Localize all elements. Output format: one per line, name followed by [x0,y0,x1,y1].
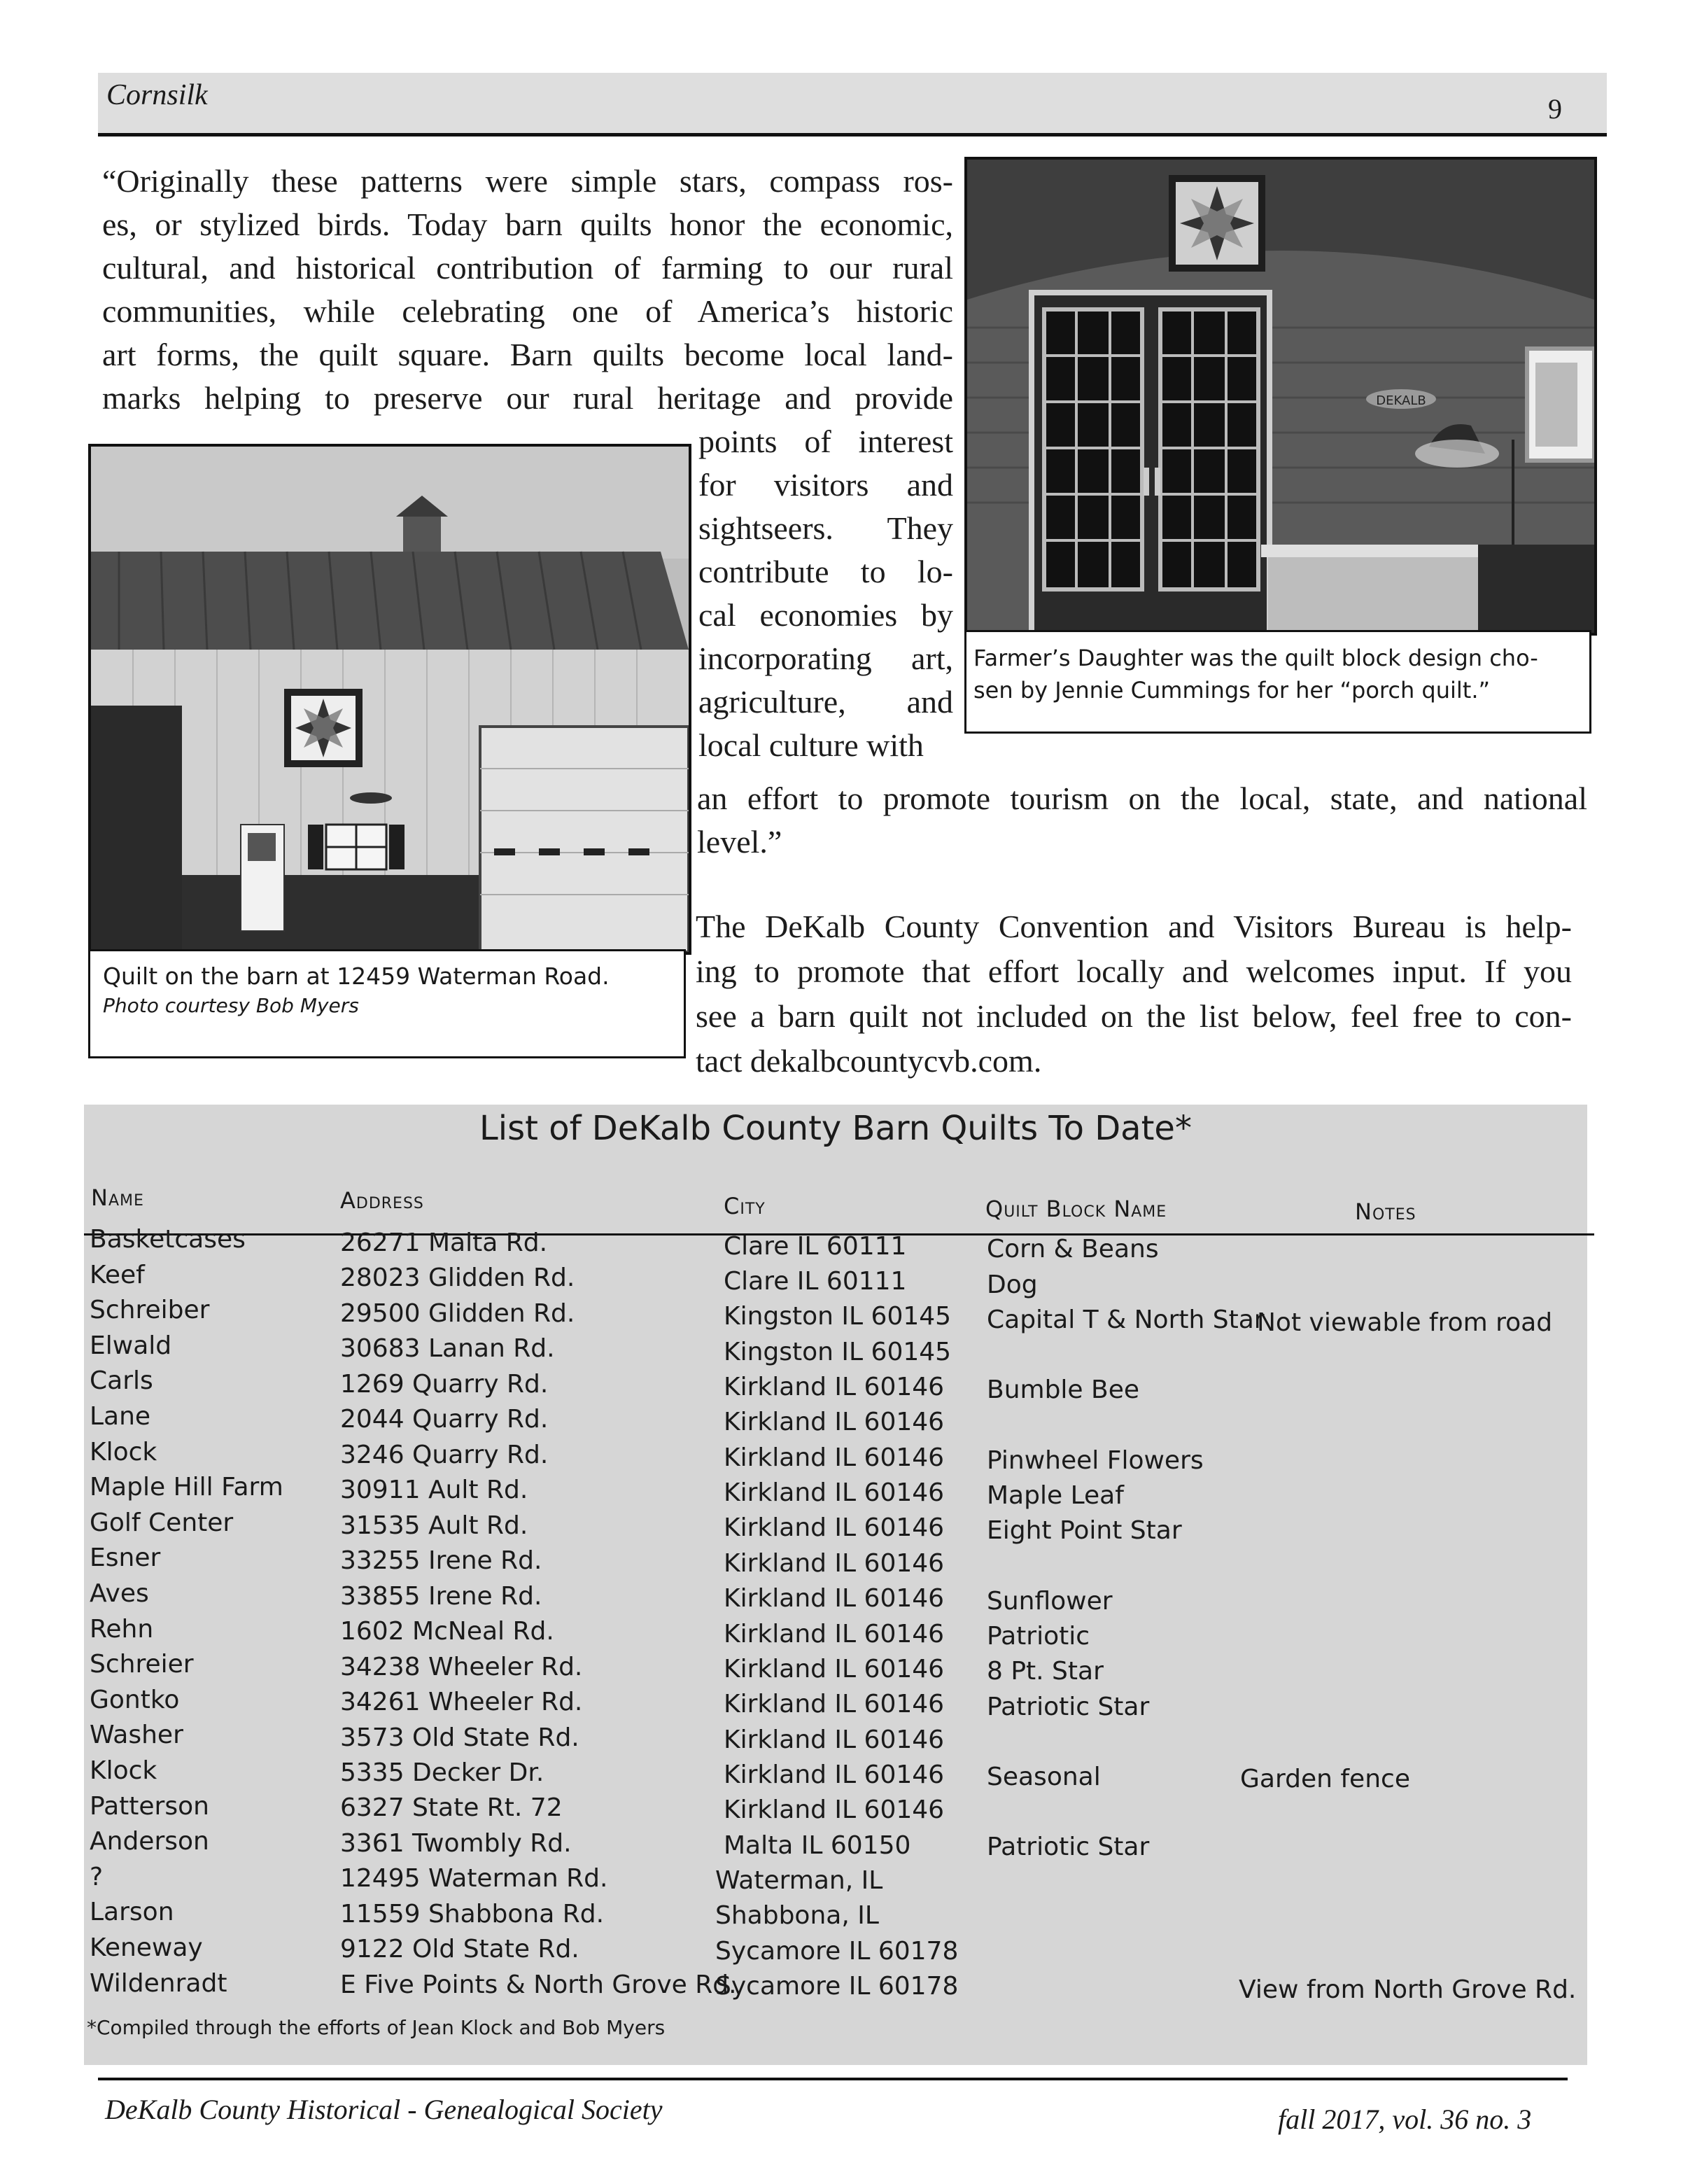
cell-address: 29500 Glidden Rd. [340,1298,575,1328]
cell-notes: Not viewable from road [1257,1308,1553,1338]
table-footnote: *Compiled through the efforts of Jean Klock and Bob Myers [87,2016,666,2039]
cell-city: Waterman, IL [715,1866,883,1896]
cell-name: Esner [90,1544,161,1573]
cell-name: Schreiber [90,1296,210,1325]
caption-text: Quilt on the barn at 12459 Waterman Road. [103,962,610,990]
cell-city: Kirkland IL 60146 [724,1373,945,1402]
cell-name: Golf Center [90,1508,234,1537]
text-line: “Originally these patterns were simple stars, compass ros- [102,163,953,199]
cell-name: Elwald [90,1331,172,1360]
cell-quilt-block: Patriotic [987,1622,1090,1651]
cell-city: Kirkland IL 60146 [724,1478,945,1508]
cell-address: 34238 Wheeler Rd. [340,1652,583,1681]
cell-address: 34261 Wheeler Rd. [340,1688,583,1717]
cell-notes: View from North Grove Rd. [1239,1975,1577,2004]
cell-name: Klock [90,1756,157,1785]
cell-address: 3246 Quarry Rd. [340,1440,549,1469]
article-paragraph-1-end [697,777,1587,864]
cell-quilt-block: Maple Leaf [987,1481,1124,1511]
text-line: ing to promote that effort locally and welcomes input. If you [696,953,1572,989]
text-line: The DeKalb County Convention and Visitors Bureau is help- [696,909,1572,944]
article-paragraph-2 [696,904,1572,1084]
cell-city: Sycamore IL 60178 [715,1936,959,1966]
cell-address: 2044 Quarry Rd. [340,1405,549,1434]
cell-name: Wildenradt [90,1968,227,1998]
cell-name: Keneway [90,1933,203,1962]
page-number: 9 [1548,93,1562,125]
text-line: see a barn quilt not included on the list below, feel free to con- [696,998,1572,1034]
cell-name: Washer [90,1721,183,1750]
cell-city: Kirkland IL 60146 [724,1725,945,1754]
text-line: es, or stylized birds. Today barn quilts honor the economic, [102,206,953,242]
porch-illustration [967,160,1594,633]
cell-name: Rehn [90,1614,154,1644]
cell-address: 1602 McNeal Rd. [340,1617,554,1646]
column-header-quilt-block: Quilt Block Name [985,1196,1167,1222]
cell-address: 1269 Quarry Rd. [340,1369,549,1399]
column-header-address: Address [340,1187,424,1214]
text-line: level.” [697,824,782,860]
cell-quilt-block: Dog [987,1270,1038,1299]
footer-issue: fall 2017, vol. 36 no. 3 [1278,2104,1532,2135]
cell-name: Lane [90,1402,151,1431]
cell-name: Keef [90,1260,145,1289]
cell-city: Kirkland IL 60146 [724,1548,945,1578]
cell-name: Maple Hill Farm [90,1473,283,1502]
cell-city: Malta IL 60150 [724,1830,911,1860]
column-header-notes: Notes [1355,1198,1416,1225]
cell-quilt-block: Seasonal [987,1763,1101,1791]
text-line: points of interest [698,424,953,459]
journal-title: Cornsilk [106,79,208,111]
cell-city: Kirkland IL 60146 [724,1795,945,1825]
caption-text: Farmer’s Daughter was the quilt block design cho- [973,645,1538,671]
text-line: contribute to lo- [698,554,953,589]
cell-city: Kirkland IL 60146 [724,1619,945,1648]
cell-name: Patterson [90,1791,209,1821]
cell-city: Clare IL 60111 [724,1231,907,1261]
cell-notes: Garden fence [1240,1765,1410,1793]
cell-address: 31535 Ault Rd. [340,1511,528,1540]
cell-address: 33855 Irene Rd. [340,1581,542,1611]
cell-name: Aves [90,1579,149,1608]
cell-city: Kirkland IL 60146 [724,1513,945,1543]
sign-text: DEKALB [1376,393,1426,408]
cell-address: 9122 Old State Rd. [340,1935,579,1964]
table-title: List of DeKalb County Barn Quilts To Date* [479,1109,1192,1148]
cell-name: ? [90,1862,104,1891]
cell-address: 30683 Lanan Rd. [340,1334,555,1364]
cell-name: Basketcases [90,1225,246,1254]
cell-address: 33255 Irene Rd. [340,1546,542,1576]
cell-address: 5335 Decker Dr. [340,1758,544,1787]
caption-text: sen by Jennie Cummings for her “porch quilt.” [973,677,1491,704]
column-header-name: Name [91,1184,144,1211]
cell-city: Clare IL 60111 [724,1266,907,1296]
cell-city: Kirkland IL 60146 [724,1690,945,1719]
column-header-city: City [724,1193,766,1219]
cell-quilt-block: Patriotic Star [987,1692,1150,1721]
text-line: incorporating art, [698,640,953,676]
cell-city: Kingston IL 60145 [724,1302,952,1331]
porch-photo [964,157,1597,636]
text-line: art forms, the quilt square. Barn quilts become local land- [102,337,953,372]
cell-address: 11559 Shabbona Rd. [340,1899,605,1928]
cell-address: 26271 Malta Rd. [340,1228,548,1257]
cell-name: Gontko [90,1685,180,1714]
cell-quilt-block: Corn & Beans [987,1235,1159,1264]
text-line: for visitors and [698,467,953,503]
cell-city: Kingston IL 60145 [724,1337,952,1366]
barn-photo-caption [88,949,686,1058]
cell-name: Klock [90,1437,157,1466]
cell-city: Shabbona, IL [715,1901,879,1931]
cell-address: 3361 Twombly Rd. [340,1828,572,1858]
text-line: cal economies by [698,597,953,633]
article-paragraph-1-narrow [698,420,953,767]
text-line: cultural, and historical contribution of farming to our rural [102,250,953,286]
text-line: sightseers. They [698,510,953,546]
page-header-bar [98,73,1607,136]
text-line: communities, while celebrating one of America’s historic [102,293,953,329]
cell-address: 6327 State Rt. 72 [340,1793,563,1823]
cell-name: Schreier [90,1650,194,1679]
footer-society: DeKalb County Historical - Genealogical Society [105,2094,663,2125]
footer-rule [98,2078,1568,2080]
cell-quilt-block: Pinwheel Flowers [987,1446,1204,1475]
cell-address: 28023 Glidden Rd. [340,1264,575,1293]
barn-illustration [91,447,689,952]
cell-quilt-block: 8 Pt. Star [987,1657,1104,1686]
cell-quilt-block: Patriotic Star [987,1833,1150,1862]
text-line: tact dekalbcountycvb.com. [696,1043,1042,1079]
cell-quilt-block: Eight Point Star [987,1516,1182,1546]
cell-name: Carls [90,1366,153,1396]
porch-photo-caption [964,630,1591,734]
cell-city: Kirkland IL 60146 [724,1443,945,1472]
barn-photo [88,444,691,955]
cell-address: E Five Points & North Grove Rd. [340,1970,737,1999]
text-line: an effort to promote tourism on the local, state, and national [697,780,1587,816]
cell-city: Kirkland IL 60146 [724,1760,945,1789]
cell-name: Anderson [90,1827,209,1856]
text-line: marks helping to preserve our rural heritage and provide [102,380,953,416]
cell-address: 12495 Waterman Rd. [340,1864,608,1893]
cell-city: Kirkland IL 60146 [724,1408,945,1437]
cell-quilt-block: Sunflower [987,1586,1113,1616]
photo-credit: Photo courtesy Bob Myers [103,994,359,1017]
cell-city: Sycamore IL 60178 [715,1972,959,2001]
cell-quilt-block: Bumble Bee [987,1376,1140,1405]
cell-address: 30911 Ault Rd. [340,1476,528,1505]
cell-name: Larson [90,1898,174,1927]
text-line: local culture with [698,727,924,763]
cell-city: Kirkland IL 60146 [724,1654,945,1684]
cell-city: Kirkland IL 60146 [724,1584,945,1614]
text-line: agriculture, and [698,684,953,720]
cell-address: 3573 Old State Rd. [340,1723,579,1752]
article-paragraph-1 [102,160,953,420]
cell-quilt-block: Capital T & North Star [987,1305,1265,1334]
